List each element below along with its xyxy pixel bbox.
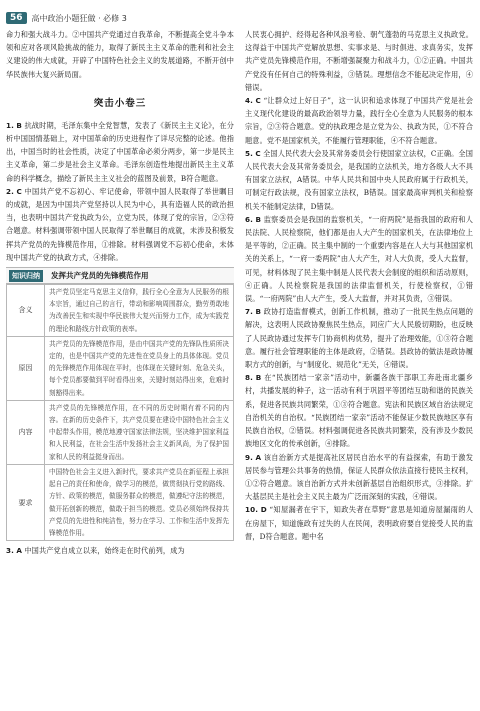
question-9	[245, 451, 473, 504]
explanation-text: 全国人民代表大会及其常务委员会行使国家立法权，C正确。全国人民代表大会及其常务委员会，是我国的立法机关，地方各级人大不具有国家立法权，A错误。中华人民共和国中央人民政府属于行政机关，可制定行政法规，没有国家立法权，B错误。国家最高审判机关和检察机关不能制定法律，D错误。	[245, 148, 474, 211]
knowledge-tag: 知识归纳	[9, 270, 43, 282]
book-title: 高中政治小题狂做 · 必修 3	[31, 13, 127, 23]
row-label: 要求	[7, 464, 45, 540]
question-6	[245, 213, 473, 305]
question-2	[6, 185, 234, 264]
answer-letter: D	[260, 505, 267, 515]
row-content: 共产党员坚定马克思主义信仰，践行全心全意为人民服务的根本宗旨，通过自己的言行，带动和影响周围群众，勤劳勇敢地为改善民生和实现中华民族伟大复兴而努力工作，成为实践党的理论和路线方针政策的表率。	[45, 285, 234, 337]
knowledge-title: 发挥共产党员的先锋模范作用	[51, 271, 149, 281]
knowledge-header	[6, 268, 234, 284]
question-number: 5.	[245, 148, 253, 158]
explanation-text: “知屋漏者在宇下，知政失者在草野”意思是知道房屋漏雨的人在房屋下，知道施政有过失的人在民间，表明政府要自觉接受人民的监督，D符合题意。题中名	[245, 505, 474, 541]
answer-letter: B	[255, 307, 262, 317]
section-title: 突击小卷三	[93, 97, 147, 109]
row-label: 原因	[7, 336, 45, 400]
left-column	[6, 28, 234, 557]
row-content: 共产党员的先锋模范作用，是由中国共产党的先锋队性质所决定的，也是中国共产党的先进性在党员身上的具体体现。党员的先锋模范作用体现在平时，也体现在关键时刻、危急关头，每个党员都要做到平时看得出来，关键时刻站得出来，危难时刻豁得出来。	[45, 336, 234, 400]
answer-letter: B	[255, 214, 262, 224]
answer-letter: C	[255, 148, 261, 158]
knowledge-table	[6, 284, 234, 541]
explanation-text: 中国共产党自成立以来，始终走在时代前列，成为	[24, 546, 185, 556]
row-content: 共产党员的先锋模范作用，在不同的历史时期有着不同的内容。在新的历史条件下，共产党员要在建设中国特色社会主义中起带头作用，模范地遵守国家法律法规，坚决维护国家利益和人民利益，在社会生活中发扬社会主义新风尚，为了保护国家和人民的利益挺身而出。	[45, 400, 234, 464]
explanation-text: 中国共产党不忘初心、牢记使命，带领中国人民取得了举世瞩目的成就，是因为中国共产党坚持以人民为中心，具有造福人民的政治担当，也表明中国共产党执政为公，立党为民，体现了党的宗旨，②③符合题意。材料强调带领中国人民取得了举世瞩目的成就，未涉及积极发挥共产党员的先锋模范作用，①排除。材料强调党不忘初心使命，未体现中国共产党的执政方式，④排除。	[6, 186, 234, 262]
table-row	[7, 400, 234, 464]
question-number: 2.	[6, 186, 14, 196]
question-number: 4.	[245, 96, 253, 106]
page-number: 56	[6, 12, 27, 24]
question-number: 1.	[6, 120, 14, 130]
question-4	[245, 94, 473, 147]
question-7	[245, 305, 473, 371]
answer-letter: B	[16, 120, 22, 130]
explanation-text: 抗战时期，毛泽东集中全党智慧，发表了《新民主主义论》，在分析中国国情基础上，对中国革命的历史进程作了详尽完整的论述。他指出，中国当时的社会性质，决定了中国革命必须分两步，第一步是民主主义革命，第二步是社会主义革命。毛泽东创造性地提出新民主主义革命的科学概念，描绘了新民主主义社会的蓝图及前景，B符合题意。	[6, 120, 234, 183]
row-content: 中国特色社会主义进入新时代，要求共产党员在新征程上承担起自己的责任和使命，做学习的模范，做贯彻执行党的路线、方针、政策的模范，做服务群众的模范，做遵纪守法的模范，做开拓创新的模范，做敢于担当的模范。党员必须始终保持共产党员的先进性和纯洁性，努力在学习、工作和生活中发挥先锋模范作用。	[45, 464, 234, 540]
table-row	[7, 464, 234, 540]
explanation-text: 该自治新方式是提高社区居民自治水平的有益探索，有助于激发居民参与管理公共事务的热情，保证人民群众依法直接行使民主权利，①②符合题意。该自治新方式并未创新基层自治组织形式，③排除。扩大基层民主是社会主义民主最为广泛而深刻的实践，④错误。	[245, 452, 473, 502]
explanation-text: “让群众过上好日子”，这一认识和追求体现了中国共产党是社会主义现代化建设的最高政治领导力量，践行全心全意为人民服务的根本宗旨，②③符合题意。党的执政理念是立党为公、执政为民，①不符合题意。党不是国家机关，不能履行管理职能，④不符合题意。	[245, 96, 473, 145]
row-label: 含义	[7, 285, 45, 337]
question-1	[6, 119, 234, 185]
knowledge-box	[6, 267, 234, 541]
question-5	[245, 147, 473, 213]
page-header	[6, 10, 127, 26]
explanation-text: 在“民族团结一家亲”活动中，新疆各族干部职工奔赴南北疆乡村，共播发展的种子，这一活动有利于巩固平等团结互助和谐的民族关系，促进各民族共同繁荣，①③符合题意。宪法和民族区域自治法规定自治机关的自治权。“民族团结一家亲”活动不能保证少数民族地区享有民族自治权，②错误。材料强调促进各民族共同繁荣，没有涉及少数民族地区文化的传承创新，④排除。	[245, 373, 473, 449]
explanation-text: 监察委员会是我国的监察机关，“一府两院”是指我国的政府和人民法院、人民检察院，他们都是由人大产生的国家机关，在法律地位上是平等的，②正确。民主集中制的一个重要内容是在人大与其他国家机关的关系上，“一府一委两院”由人大产生，对人大负责，受人大监督，可见，材料体现了民主集中制是人民代表大会制度的组织和活动原则，④正确。人民检察院是我国的法律监督机关，行使检察权，①错误。“一府两院”由人大产生，受人大监督，并对其负责，③错误。	[245, 214, 474, 304]
right-column	[245, 28, 473, 543]
question-number: 9.	[245, 452, 253, 462]
intro-paragraph: 命力和强大战斗力。②中国共产党通过自我革命，不断提高全党斗争本领和应对各项风险挑战的能力，取得了新民主主义革命的胜利和社会主义建设的伟大成就，开辟了中国特色社会主义的发展道路，不断开创中华民族伟大复兴新局面。	[6, 30, 234, 79]
answer-letter: B	[255, 373, 262, 383]
row-label: 内容	[7, 400, 45, 464]
table-row	[7, 285, 234, 337]
question-number: 3.	[6, 546, 14, 556]
question-8	[245, 371, 473, 450]
question-number: 6.	[245, 214, 253, 224]
question-number: 8.	[245, 373, 253, 383]
table-row	[7, 336, 234, 400]
q3-continued: 人民衷心拥护、经得起各种风浪考验、朝气蓬勃的马克思主义执政党。这得益于中国共产党解放思想、实事求是、与时俱进、求真务实，发挥共产党员先锋模范作用，不断增强凝聚力和战斗力，①②正确。中国共产党没有任何自己的特殊利益，③错误。理想信念不能起决定作用，④错误。	[245, 30, 473, 92]
explanation-text: 政协打造监督模式，创新工作机制，推动了一批民生热点问题的解决，这表明人民政协聚焦民生热点，同应广大人民殷切期盼，也反映了人民政协通过发挥专门协商机构优势，提升了治理效能，①③符合题意。履行社会管理职能的主体是政府，②错误。县政协的做法是政协履职方式的创新，与“制度化、规范化”无关，④错误。	[245, 307, 474, 370]
question-number: 7.	[245, 307, 253, 317]
question-3	[6, 544, 234, 557]
question-10	[245, 503, 473, 543]
answer-letter: A	[255, 452, 262, 462]
answer-letter: A	[16, 546, 22, 556]
question-number: 10.	[245, 505, 259, 515]
answer-letter: C	[16, 186, 22, 196]
answer-letter: C	[255, 96, 261, 106]
